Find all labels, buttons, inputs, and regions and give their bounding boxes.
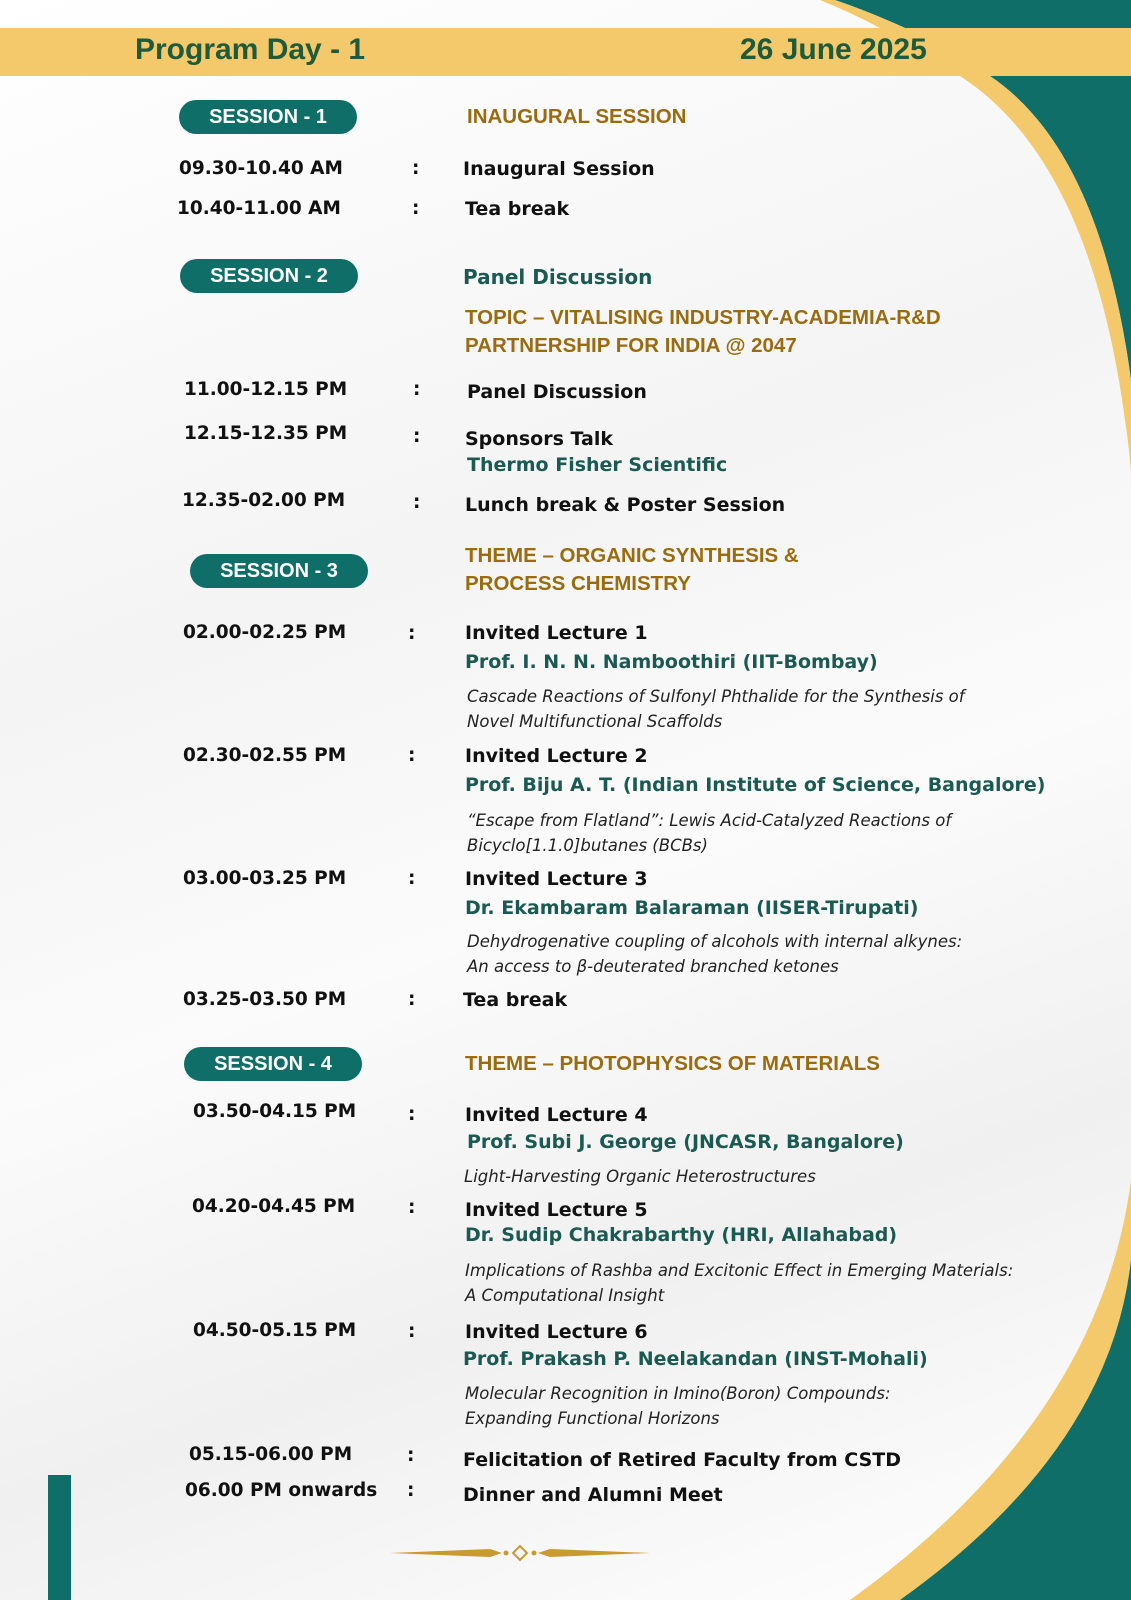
time-slot: 12.35-02.00 PM bbox=[182, 490, 346, 511]
speaker-name: Prof. I. N. N. Namboothiri (IIT-Bombay) bbox=[465, 651, 878, 673]
separator: : bbox=[407, 1445, 415, 1466]
talk-title-line2: A Computational Insight bbox=[465, 1286, 665, 1305]
event-title: Invited Lecture 4 bbox=[465, 1104, 648, 1126]
talk-title-line2: Novel Multifunctional Scaffolds bbox=[467, 712, 723, 731]
event-title: Invited Lecture 2 bbox=[465, 745, 648, 767]
talk-title-line1: Dehydrogenative coupling of alcohols with internal alkynes: bbox=[467, 932, 963, 951]
time-slot: 03.00-03.25 PM bbox=[183, 868, 347, 889]
talk-title-line1: Molecular Recognition in Imino(Boron) Compounds: bbox=[465, 1384, 891, 1403]
page-title: Program Day - 1 bbox=[135, 33, 366, 66]
event-title: Felicitation of Retired Faculty from CSTD bbox=[463, 1449, 901, 1471]
separator: : bbox=[407, 1480, 415, 1501]
time-slot: 04.20-04.45 PM bbox=[192, 1196, 356, 1217]
event-title: Invited Lecture 3 bbox=[465, 868, 648, 890]
event-title: Invited Lecture 1 bbox=[465, 622, 648, 644]
session-2-title: Panel Discussion bbox=[463, 265, 653, 289]
event-title: Sponsors Talk bbox=[465, 428, 614, 450]
session-2-theme-line2: PARTNERSHIP FOR INDIA @ 2047 bbox=[465, 334, 797, 357]
separator: : bbox=[408, 1104, 416, 1125]
event-title: Invited Lecture 6 bbox=[465, 1321, 648, 1343]
time-slot: 03.50-04.15 PM bbox=[193, 1101, 357, 1122]
time-slot: 12.15-12.35 PM bbox=[184, 423, 348, 444]
sponsor-name: Thermo Fisher Scientific bbox=[467, 454, 728, 476]
event-title: Panel Discussion bbox=[467, 381, 647, 403]
session-3-theme-line1: THEME – ORGANIC SYNTHESIS & bbox=[465, 544, 799, 567]
event-title: Dinner and Alumni Meet bbox=[463, 1484, 723, 1506]
time-slot: 03.25-03.50 PM bbox=[183, 989, 347, 1010]
session-4-badge: SESSION - 4 bbox=[184, 1047, 362, 1081]
event-title: Lunch break & Poster Session bbox=[465, 494, 786, 516]
speaker-name: Prof. Subi J. George (JNCASR, Bangalore) bbox=[467, 1131, 904, 1153]
time-slot: 06.00 PM onwards bbox=[185, 1480, 378, 1501]
separator: : bbox=[413, 426, 421, 447]
event-title: Invited Lecture 5 bbox=[465, 1199, 648, 1221]
time-slot: 05.15-06.00 PM bbox=[189, 1444, 353, 1465]
separator: : bbox=[408, 868, 416, 889]
event-title: Tea break bbox=[463, 989, 568, 1011]
speaker-name: Dr. Ekambaram Balaraman (IISER-Tirupati) bbox=[465, 897, 919, 919]
talk-title-line2: Expanding Functional Horizons bbox=[465, 1409, 720, 1428]
talk-title-line2: An access to β-deuterated branched ketones bbox=[467, 957, 839, 976]
speaker-name: Prof. Prakash P. Neelakandan (INST-Mohali) bbox=[463, 1348, 928, 1370]
separator: : bbox=[408, 745, 416, 766]
talk-title-line1: Light-Harvesting Organic Heterostructures bbox=[464, 1167, 816, 1186]
speaker-name: Prof. Biju A. T. (Indian Institute of Science, Bangalore) bbox=[465, 774, 1046, 796]
event-title: Inaugural Session bbox=[463, 158, 655, 180]
program-date: 26 June 2025 bbox=[740, 33, 927, 66]
session-1-theme: INAUGURAL SESSION bbox=[467, 105, 687, 128]
session-2-badge: SESSION - 2 bbox=[180, 259, 358, 293]
session-1-badge: SESSION - 1 bbox=[179, 100, 357, 134]
session-4-theme: THEME – PHOTOPHYSICS OF MATERIALS bbox=[465, 1052, 880, 1075]
talk-title-line1: Cascade Reactions of Sulfonyl Phthalide for the Synthesis of bbox=[467, 687, 965, 706]
time-slot: 04.50-05.15 PM bbox=[193, 1320, 357, 1341]
ornament-divider bbox=[390, 1543, 650, 1563]
talk-title-line1: “Escape from Flatland”: Lewis Acid-Catalyzed Reactions of bbox=[467, 811, 952, 830]
time-slot: 09.30-10.40 AM bbox=[179, 158, 343, 179]
speaker-name: Dr. Sudip Chakrabarthy (HRI, Allahabad) bbox=[465, 1224, 898, 1246]
session-3-theme-line2: PROCESS CHEMISTRY bbox=[465, 572, 691, 595]
talk-title-line1: Implications of Rashba and Excitonic Effect in Emerging Materials: bbox=[465, 1261, 1014, 1280]
separator: : bbox=[413, 379, 421, 400]
talk-title-line2: Bicyclo[1.1.0]butanes (BCBs) bbox=[467, 836, 708, 855]
separator: : bbox=[408, 989, 416, 1010]
event-title: Tea break bbox=[465, 198, 570, 220]
time-slot: 02.00-02.25 PM bbox=[183, 622, 347, 643]
session-2-theme-line1: TOPIC – VITALISING INDUSTRY-ACADEMIA-R&D bbox=[465, 306, 941, 329]
separator: : bbox=[408, 623, 416, 644]
session-3-badge: SESSION - 3 bbox=[190, 554, 368, 588]
separator: : bbox=[413, 492, 421, 513]
separator: : bbox=[408, 1321, 416, 1342]
separator: : bbox=[412, 158, 420, 179]
time-slot: 10.40-11.00 AM bbox=[177, 198, 341, 219]
time-slot: 11.00-12.15 PM bbox=[184, 379, 348, 400]
time-slot: 02.30-02.55 PM bbox=[183, 745, 347, 766]
separator: : bbox=[412, 198, 420, 219]
separator: : bbox=[408, 1197, 416, 1218]
